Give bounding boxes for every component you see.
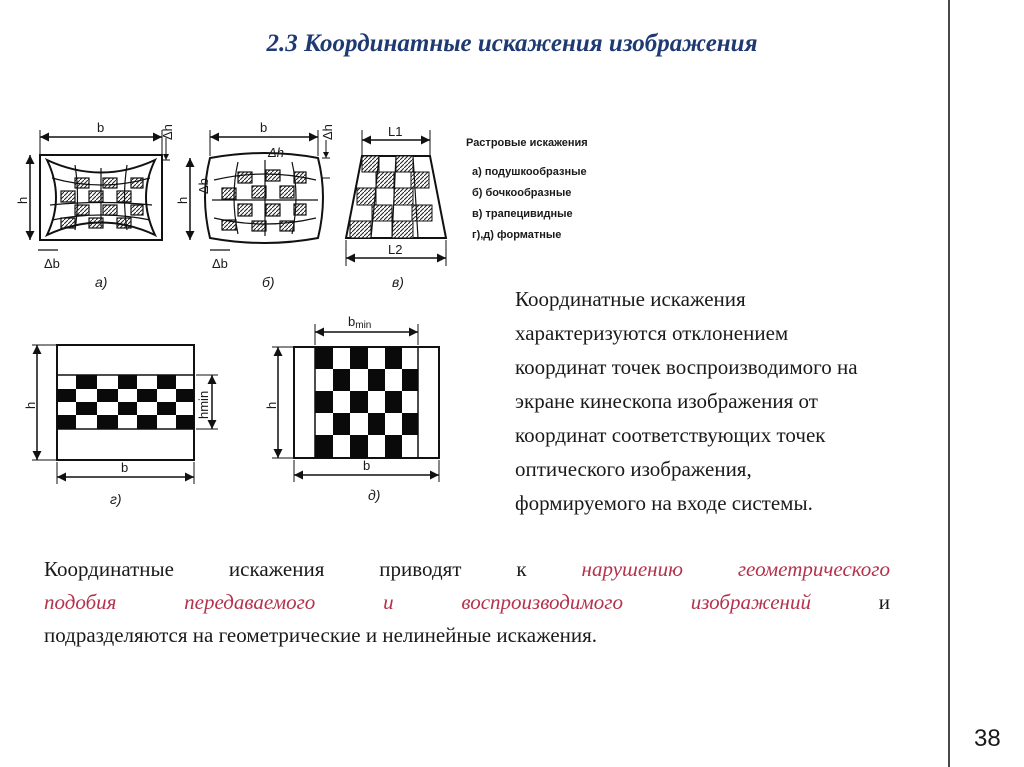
caption-b: б) [262,274,275,290]
conclusion-line-1 [44,553,890,586]
dim-label-delta-b-b: Δb [212,256,228,271]
dim-label-delta-b-a: Δb [44,256,60,271]
dim-label-h-d: h [264,401,279,409]
description-line: координат точек воспроизводимого на [515,355,858,379]
page-number: 38 [974,725,1001,752]
legend-item-pincushion: а) подушкообразные [472,166,587,178]
conclusion-line-3: подразделяются на геометрические и нелинейные искажения. [44,623,598,647]
diagram-trapezoid [346,124,446,290]
dim-label-l2: L2 [388,242,403,257]
dim-label-b-b: b [260,120,268,135]
dim-label-b-a: b [97,120,105,135]
dim-label-h-a: h [15,196,30,204]
dim-label-delta-h-inner: Δh [268,145,284,160]
description-line: оптического изображения, [515,457,752,481]
dim-label-b-min: bmin [348,314,372,331]
dim-label-delta-b-side: Δb [196,178,211,194]
caption-c: в) [392,274,404,290]
caption-d: д) [368,487,381,503]
conclusion-text: и [878,590,891,614]
dim-label-h-b: h [175,196,190,204]
diagram-format-vertical [264,314,439,503]
page-title: 2.3 Координатные искажения изображения [266,30,758,57]
legend-item-barrel: б) бочкообразные [472,187,572,199]
description-line: характеризуются отклонением [515,321,789,345]
dim-label-b-d: b [363,458,371,473]
dim-label-l1: L1 [388,124,403,139]
distortion-legend [466,137,588,241]
description-line: формируемого на входе системы. [515,491,813,515]
dim-label-delta-h-a: Δh [160,124,175,140]
dim-label-h-min: hmin [196,390,211,419]
dim-label-delta-h-b: Δh [320,124,335,140]
caption-g: г) [110,491,122,507]
diagram-barrel [175,120,335,290]
conclusion-line-2 [44,586,890,619]
legend-item-format: г),д) форматные [472,229,562,241]
dim-label-h-g: h [23,401,38,409]
dim-label-b-g: b [121,460,129,475]
diagram-pincushion [15,120,175,290]
conclusion-emphasis: нарушению геометрического [581,557,890,581]
conclusion-paragraph [44,553,890,652]
caption-a: а) [95,274,108,290]
description-line: Координатные искажения [515,287,746,311]
description-line: координат соответствующих точек [515,423,826,447]
description-text [515,282,945,520]
diagram-format-horizontal [23,345,218,507]
conclusion-emphasis: подобия передаваемого и воспроизводимого изображений [44,590,811,614]
legend-item-trapezoid: в) трапецивидные [472,208,573,220]
description-line: экране кинескопа изображения от [515,389,818,413]
conclusion-text: Координатные искажения приводят к [44,557,527,581]
legend-title: Растровые искажения [466,137,588,149]
